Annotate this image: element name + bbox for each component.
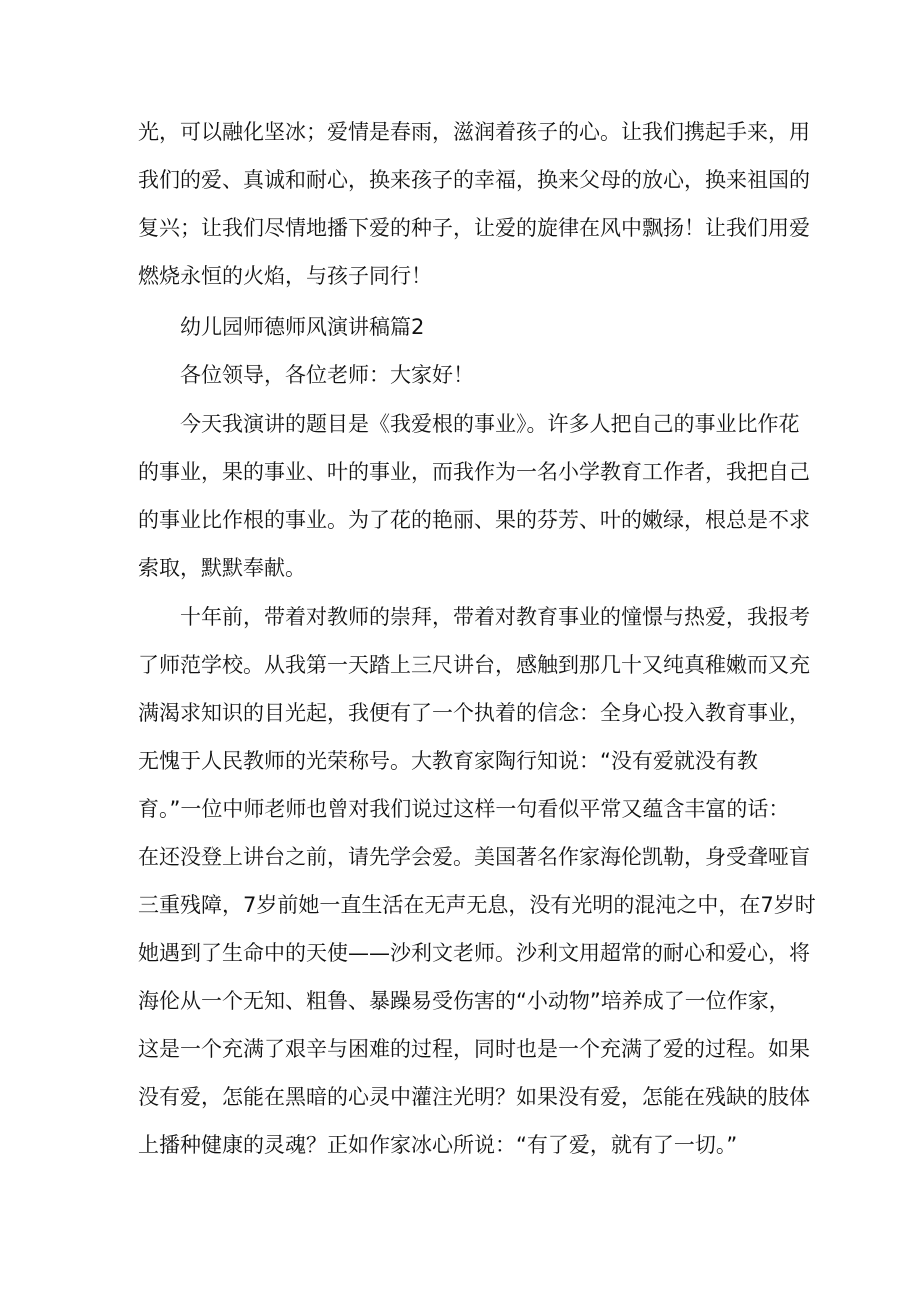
greeting-line: 各位领导，各位老师：大家好！ [180, 363, 474, 387]
text-line: 上播种健康的灵魂？正如作家冰心所说：“有了爱，就有了一切。” [138, 1133, 738, 1157]
text-line: 光，可以融化坚冰；爱情是春雨，滋润着孩子的心。让我们携起手来，用 [138, 120, 810, 144]
text-line: 了师范学校。从我第一天踏上三尺讲台，感触到那几十又纯真稚嫩而又充 [138, 653, 810, 677]
text-line: 今天我演讲的题目是《我爱根的事业》。许多人把自己的事业比作花 [180, 412, 800, 436]
text-line: 无愧于人民教师的光荣称号。大教育家陶行知说：“没有爱就没有教 [138, 749, 758, 773]
text-line: 海伦从一个无知、粗鲁、暴躁易受伤害的“小动物”培养成了一位作家， [138, 989, 790, 1013]
text-line: 满渴求知识的目光起，我便有了一个执着的信念：全身心投入教育事业， [138, 701, 810, 725]
text-line: 燃烧永恒的火焰，与孩子同行！ [138, 264, 432, 288]
text-line: 这是一个充满了艰辛与困难的过程，同时也是一个充满了爱的过程。如果 [138, 1037, 810, 1061]
text-line: 没有爱，怎能在黑暗的心灵中灌注光明？如果没有爱，怎能在残缺的肢体 [138, 1085, 810, 1109]
section-heading: 幼儿园师德师风演讲稿篇2 [180, 315, 425, 339]
text-line: 在还没登上讲台之前，请先学会爱。美国著名作家海伦凯勒，身受聋哑盲 [138, 845, 810, 869]
text-line: 复兴；让我们尽情地播下爱的种子，让爱的旋律在风中飘扬！让我们用爱 [138, 216, 810, 240]
text-line: 的事业，果的事业、叶的事业，而我作为一名小学教育工作者，我把自己 [138, 460, 810, 484]
text-line: 三重残障，7岁前她一直生活在无声无息，没有光明的混沌之中，在7岁时 [138, 893, 816, 917]
text-line: 十年前，带着对教师的崇拜，带着对教育事业的憧憬与热爱，我报考 [180, 605, 810, 629]
text-line: 索取，默默奉献。 [138, 556, 306, 580]
text-line: 她遇到了生命中的天使——沙利文老师。沙利文用超常的耐心和爱心，将 [138, 941, 810, 965]
text-line: 育。”一位中师老师也曾对我们说过这样一句看似平常又蕴含丰富的话： [138, 797, 790, 821]
text-line: 的事业比作根的事业。为了花的艳丽、果的芬芳、叶的嫩绿，根总是不求 [138, 508, 810, 532]
text-line: 我们的爱、真诚和耐心，换来孩子的幸福，换来父母的放心，换来祖国的 [138, 168, 810, 192]
